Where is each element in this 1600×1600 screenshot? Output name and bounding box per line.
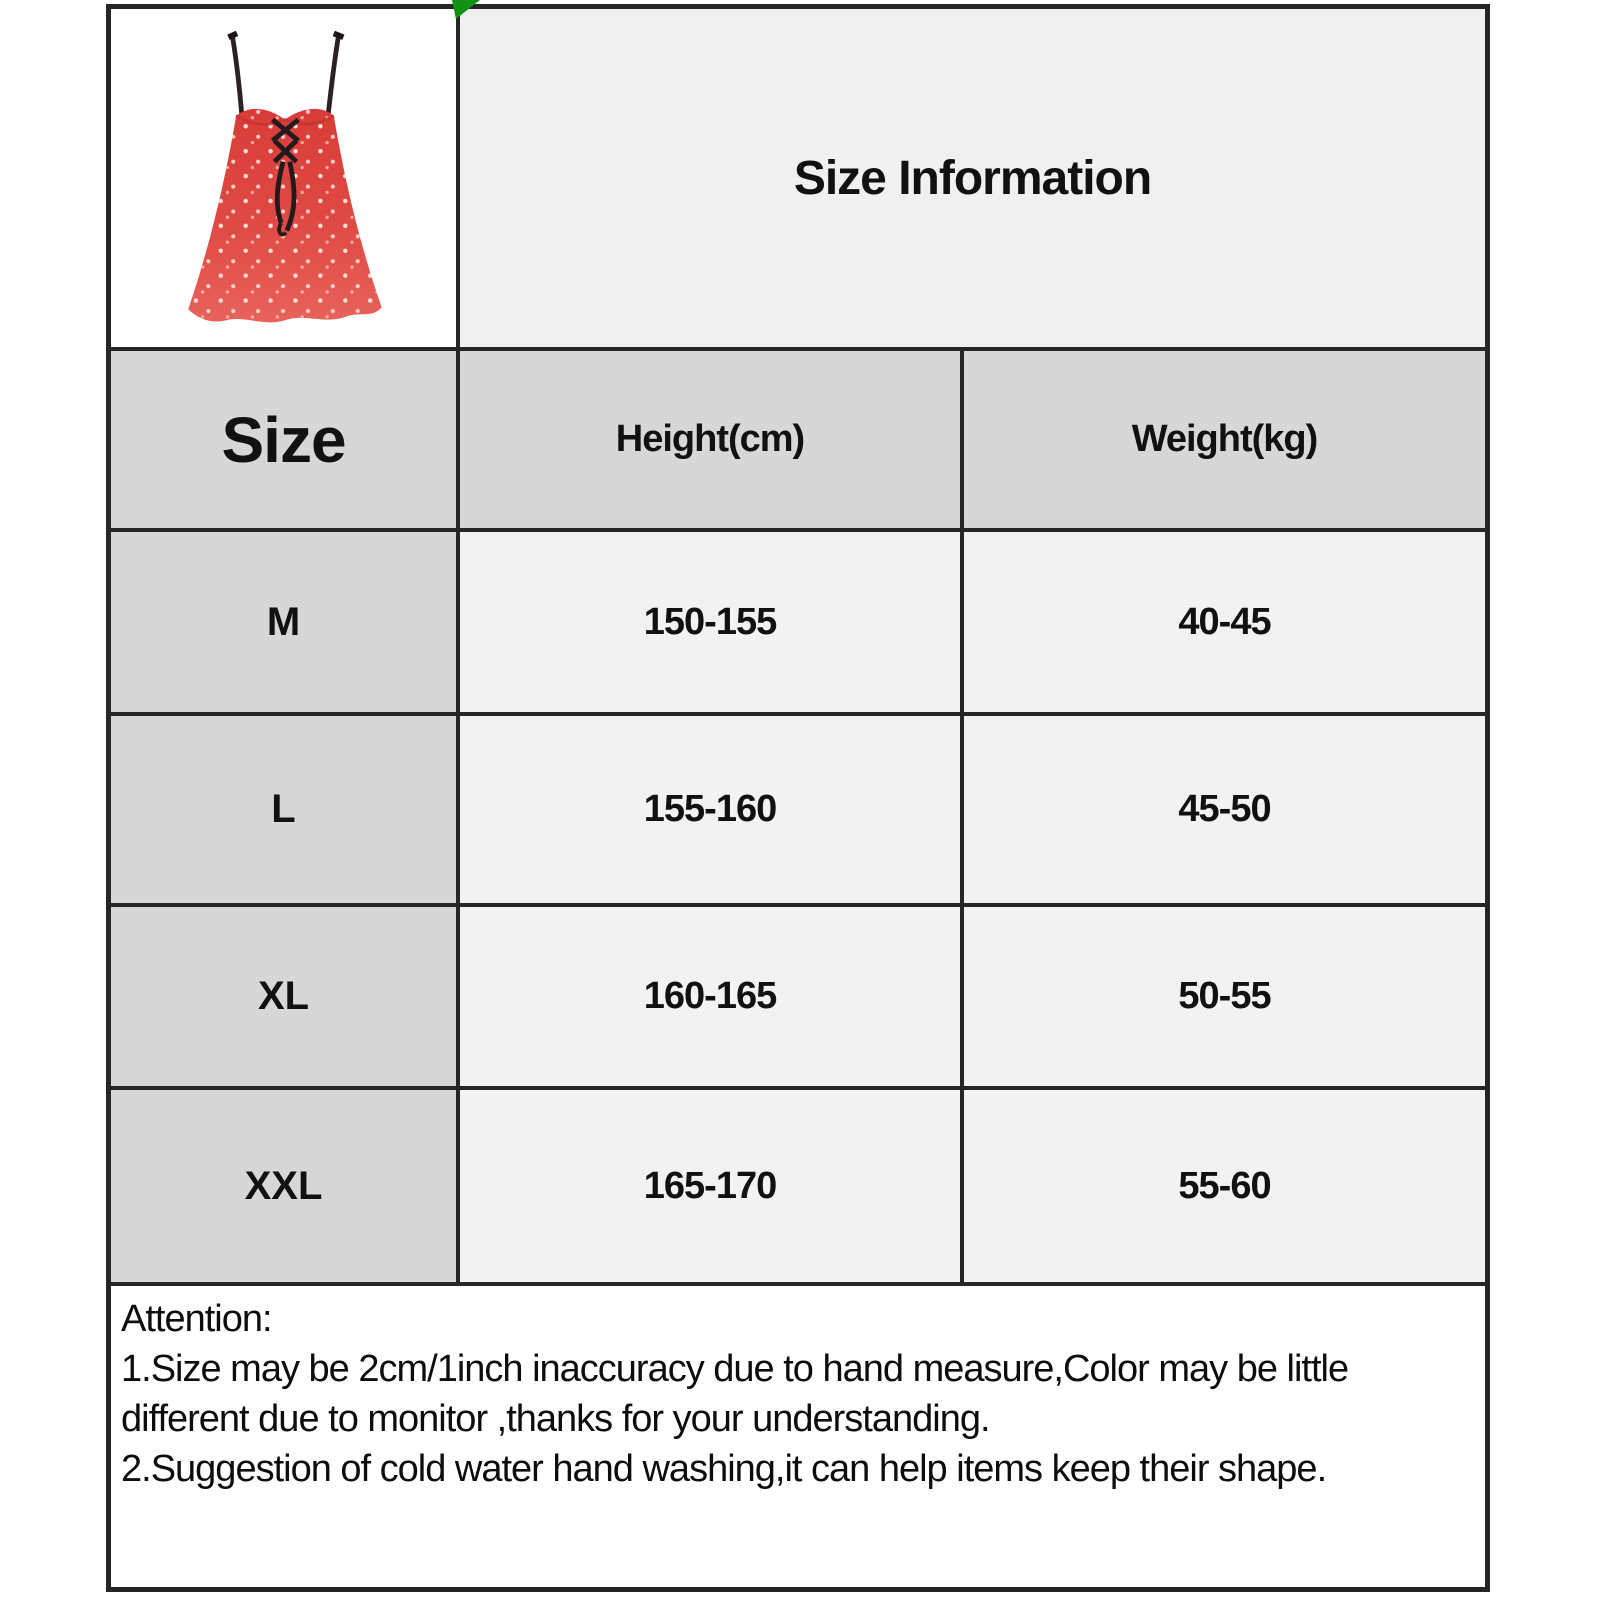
dress-dots (188, 109, 381, 323)
row-l-weight-value: 45-50 (964, 716, 1485, 903)
column-header-size: Size (111, 351, 456, 528)
table-title-cell (460, 9, 1485, 347)
table-title: Size Information (793, 151, 1152, 205)
row-xl-size-label: XL (111, 907, 456, 1086)
dress-strap-left (232, 35, 242, 115)
dress-image (134, 20, 434, 336)
row-l-size-label: L (111, 716, 456, 903)
attention-section (111, 1286, 1485, 1587)
row-m-height-value: 150-155 (460, 532, 960, 712)
row-m-weight-value: 40-45 (964, 532, 1485, 712)
attention-note-1: 1.Size may be 2cm/1inch inaccuracy due to hand measure,Color may be little different due to monitor ,thanks for your understanding. (121, 1348, 1349, 1441)
attention-title: Attention: (121, 1298, 272, 1340)
row-l-height-value: 155-160 (460, 716, 960, 903)
row-xl-weight-value: 50-55 (964, 907, 1485, 1086)
size-table (106, 4, 1490, 1592)
row-xxl-height-value: 165-170 (460, 1090, 960, 1282)
row-xl-height-value: 160-165 (460, 907, 960, 1086)
dress-strap-right (328, 35, 339, 115)
column-header-weight: Weight(kg) (964, 351, 1485, 528)
row-xxl-weight-value: 55-60 (964, 1090, 1485, 1282)
product-image-cell (111, 9, 456, 347)
row-xxl-size-label: XXL (111, 1090, 456, 1282)
row-m-size-label: M (111, 532, 456, 712)
attention-note-2: 2.Suggestion of cold water hand washing,it can help items keep their shape. (121, 1448, 1327, 1491)
column-header-height: Height(cm) (460, 351, 960, 528)
